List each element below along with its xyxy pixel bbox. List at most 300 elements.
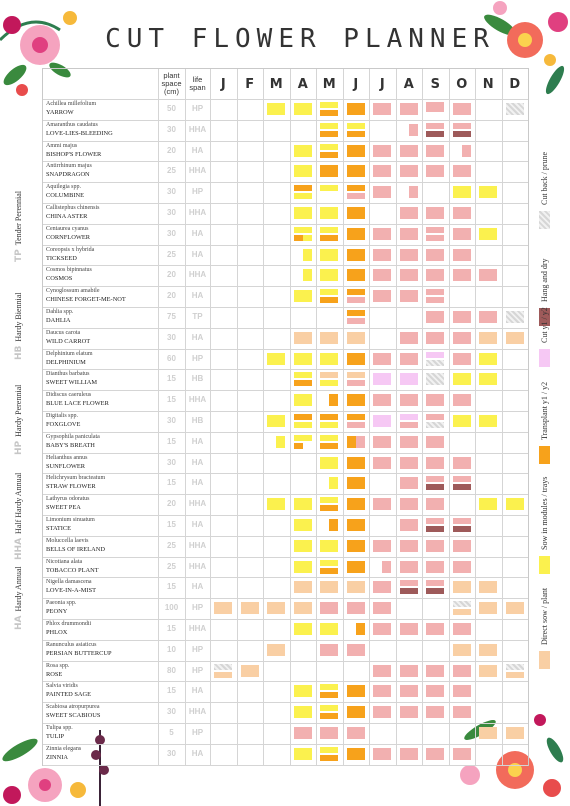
schedule-cut-mark <box>400 561 418 573</box>
schedule-cut-mark <box>453 457 471 469</box>
plant-latin-name: Coreopsis x hybrida <box>46 246 95 253</box>
schedule-sow-direct-mark <box>214 602 232 614</box>
plant-common-name: PERSIAN BUTTERCUP <box>46 649 112 657</box>
schedule-sow-modules-mark <box>294 706 312 718</box>
schedule-transplant-mark <box>347 185 365 191</box>
legend-label: Transplant y1 / y2 <box>540 381 549 440</box>
schedule-sow-direct-mark <box>294 602 312 614</box>
plant-common-name: ZINNIA <box>46 753 69 761</box>
schedule-sow-direct-mark <box>294 581 312 593</box>
plant-lifespan-code: HHA <box>188 540 207 550</box>
table-row <box>43 744 528 765</box>
table-row <box>43 640 528 661</box>
schedule-cut-mark <box>453 228 471 240</box>
plant-common-name: ROSE <box>46 670 63 678</box>
schedule-cut-mark <box>373 540 391 552</box>
plant-lifespan-code: HA <box>191 332 204 342</box>
schedule-cut-mark <box>453 103 471 115</box>
schedule-transplant-mark <box>320 505 338 511</box>
table-row <box>43 328 528 349</box>
schedule-sow-modules-mark <box>320 560 338 566</box>
plant-common-name: PAINTED SAGE <box>46 691 92 699</box>
schedule-transplant-mark <box>347 145 365 157</box>
schedule-cut-mark <box>400 498 418 510</box>
schedule-cut-mark <box>453 394 471 406</box>
plant-latin-name: Delphinium elatum <box>46 350 93 357</box>
plant-common-name: SUNFLOWER <box>46 462 86 470</box>
schedule-sow-direct-mark <box>479 602 497 614</box>
plant-space-value: 30 <box>167 228 176 238</box>
plant-lifespan-code: HA <box>191 249 204 259</box>
plant-lifespan-code: HHA <box>188 624 207 633</box>
plant-common-name: PEONY <box>46 608 68 616</box>
schedule-cut-mark <box>400 477 418 489</box>
plant-space-value: 75 <box>167 312 176 321</box>
schedule-sow-modules-mark <box>320 249 338 261</box>
plant-latin-name: Helichrysum bracteatum <box>46 475 106 482</box>
schedule-cut-mark <box>373 498 391 510</box>
schedule-cut-mark <box>373 457 391 469</box>
plant-space-value: 15 <box>167 582 176 592</box>
schedule-cut-mark <box>373 394 391 406</box>
schedule-sow-modules-mark <box>267 415 285 427</box>
schedule-transplant-mark <box>347 207 365 219</box>
schedule-transplant-mark <box>320 414 338 420</box>
legend-label: Sow in modules / trays <box>540 476 549 550</box>
schedule-transplant-mark <box>294 443 303 449</box>
table-row <box>43 99 528 120</box>
schedule-cut-mark <box>400 540 418 552</box>
schedule-transplant-mark <box>294 414 312 420</box>
schedule-hang-mark <box>426 526 444 532</box>
schedule-cut-mark <box>479 311 497 323</box>
schedule-cut-mark <box>426 394 444 406</box>
lifespan-label: Hardy Biennial <box>14 292 23 342</box>
plant-common-name: CHINESE FORGET-ME-NOT <box>46 296 126 304</box>
month-header: A <box>297 76 308 92</box>
plant-space-value: 20 <box>167 270 176 280</box>
schedule-sow-modules-mark <box>294 145 312 157</box>
schedule-sow-modules-mark <box>267 103 285 115</box>
plant-common-name: YARROW <box>46 109 74 116</box>
schedule-sow-modules-mark <box>329 477 338 489</box>
schedule-sow-direct-mark <box>267 644 285 656</box>
table-row <box>43 494 528 515</box>
schedule-sow-direct-mark <box>214 672 232 678</box>
lifespan-key-item <box>14 191 24 262</box>
plant-space-value: 30 <box>167 208 176 217</box>
schedule-cut-mark <box>426 123 444 129</box>
plant-space-value: 30 <box>167 748 176 758</box>
legend-swatch <box>539 211 550 229</box>
schedule-prune-mark <box>426 422 444 428</box>
legend-swatch <box>539 349 550 367</box>
schedule-cut-light-mark <box>373 373 391 385</box>
plant-lifespan-code: HP <box>191 104 204 113</box>
schedule-cut-mark <box>400 706 418 718</box>
schedule-sow-modules-mark <box>294 561 312 573</box>
schedule-cut-mark <box>453 249 471 261</box>
schedule-sow-modules-mark <box>320 227 338 233</box>
schedule-cut-mark <box>373 103 391 115</box>
schedule-transplant-mark <box>347 249 365 261</box>
plant-latin-name: Centaurea cyanus <box>46 225 89 232</box>
schedule-sow-modules-mark <box>294 207 312 219</box>
plant-space-value: 25 <box>167 561 176 571</box>
schedule-sow-direct-mark <box>506 332 524 344</box>
plant-latin-name: Callistephus chinensis <box>46 205 100 211</box>
schedule-sow-modules-mark <box>320 705 338 711</box>
table-row <box>43 723 528 744</box>
table-row <box>43 265 528 286</box>
lifespan-label: Hardy Annual <box>14 566 23 612</box>
schedule-transplant-mark <box>320 568 338 574</box>
schedule-cut-mark <box>426 297 444 303</box>
legend-swatch <box>539 651 550 669</box>
schedule-transplant-mark <box>320 165 338 177</box>
month-header: J <box>220 76 226 92</box>
table-row <box>43 411 528 432</box>
plant-common-name: BISHOP'S FLOWER <box>46 150 102 158</box>
plant-space-value: 100 <box>164 603 179 613</box>
schedule-cut-mark <box>426 623 444 635</box>
schedule-cut-mark <box>373 665 391 677</box>
schedule-cut-mark <box>453 269 471 281</box>
schedule-cut-mark <box>320 644 338 656</box>
plant-lifespan-code: HA <box>191 582 204 592</box>
schedule-cut-mark <box>347 380 365 386</box>
schedule-cut-mark <box>479 269 497 281</box>
schedule-cut-mark <box>347 644 365 656</box>
table-row <box>43 141 528 162</box>
schedule-sow-modules-mark <box>320 185 338 191</box>
schedule-cut-mark <box>453 665 471 677</box>
schedule-cut-mark <box>426 665 444 677</box>
month-header: S <box>430 76 440 92</box>
lifespan-key-item <box>14 473 24 560</box>
schedule-transplant-mark <box>320 297 338 303</box>
schedule-cut-mark <box>294 727 312 739</box>
schedule-sow-modules-mark <box>294 422 312 428</box>
plant-lifespan-code: HA <box>191 686 204 696</box>
plant-space-value: 30 <box>167 457 176 467</box>
schedule-sow-modules-mark <box>294 372 312 378</box>
schedule-transplant-mark <box>347 706 365 718</box>
legend-swatch <box>539 446 550 464</box>
schedule-cut-mark <box>426 580 444 586</box>
schedule-cut-mark <box>409 186 418 198</box>
schedule-cut-mark <box>382 561 391 573</box>
table-row <box>43 453 528 474</box>
legend-label: Cut y1 / y2 <box>540 307 549 343</box>
schedule-cut-mark <box>426 518 444 524</box>
plant-space-value: 25 <box>167 249 176 259</box>
schedule-cut-mark <box>453 748 471 760</box>
plant-space-value: 80 <box>167 665 176 675</box>
schedule-cut-mark <box>426 269 444 281</box>
schedule-sow-modules-mark <box>303 249 312 261</box>
plant-space-value: 60 <box>167 353 176 363</box>
schedule-cut-mark <box>426 498 444 510</box>
schedule-sow-modules-mark <box>294 519 312 531</box>
schedule-cut-mark <box>453 311 471 323</box>
schedule-cut-mark <box>373 581 391 593</box>
plant-space-value: 5 <box>169 728 174 737</box>
schedule-transplant-mark <box>347 289 365 295</box>
schedule-hang-mark <box>426 484 444 490</box>
plant-space-value: 10 <box>167 644 176 654</box>
schedule-cut-mark <box>400 165 418 177</box>
schedule-sow-modules-mark <box>320 435 338 441</box>
plant-space-value: 25 <box>167 166 176 176</box>
plant-latin-name: Salvia viridis <box>46 683 78 690</box>
table-row <box>43 619 528 640</box>
plant-latin-name: Rosa spp. <box>46 662 70 669</box>
planner-table <box>42 68 529 766</box>
plant-latin-name: Cynoglossum amabile <box>46 288 100 295</box>
schedule-transplant-mark <box>294 380 312 386</box>
schedule-sow-modules-mark <box>294 165 312 177</box>
plant-latin-name: Ammi majus <box>46 142 78 149</box>
schedule-cut-mark <box>453 353 471 365</box>
plant-common-name: LOVE-IN-A-MIST <box>46 587 97 595</box>
lifespan-label: Tender Perennial <box>14 190 23 246</box>
schedule-cut-mark <box>373 228 391 240</box>
schedule-transplant-mark <box>320 131 338 137</box>
schedule-cut-mark <box>373 706 391 718</box>
schedule-transplant-mark <box>347 519 365 531</box>
plant-space-value: 20 <box>167 291 176 301</box>
schedule-sow-modules-mark <box>294 193 312 199</box>
plant-common-name: TULIP <box>46 733 65 740</box>
plant-common-name: DAHLIA <box>46 317 71 324</box>
schedule-sow-direct-mark <box>320 581 338 593</box>
schedule-cut-mark <box>453 540 471 552</box>
lifespan-key-item <box>14 385 24 455</box>
plant-space-value: 15 <box>167 374 176 384</box>
schedule-hang-mark <box>453 526 471 532</box>
schedule-sow-modules-mark <box>320 540 338 552</box>
plant-lifespan-code: HHA <box>188 124 207 134</box>
plant-lifespan-code: HP <box>191 665 204 675</box>
plant-lifespan-code: HHA <box>188 395 207 405</box>
plant-latin-name: Tulipa spp. <box>46 725 73 731</box>
plant-common-name: LOVE-LIES-BLEEDING <box>46 129 113 137</box>
schedule-hang-mark <box>453 131 471 137</box>
plant-lifespan-code: HA <box>191 436 204 446</box>
table-row <box>43 473 528 494</box>
plant-lifespan-code: HA <box>191 748 204 758</box>
schedule-cut-mark <box>347 602 365 614</box>
schedule-cut-mark <box>426 289 444 295</box>
plant-common-name: WILD CARROT <box>46 337 91 345</box>
table-row <box>43 203 528 224</box>
plant-space-value: 30 <box>167 332 176 342</box>
schedule-cut-light-mark <box>426 352 444 358</box>
schedule-cut-mark <box>373 145 391 157</box>
schedule-sow-modules-mark <box>320 144 338 150</box>
schedule-transplant-mark <box>347 414 365 420</box>
schedule-transplant-mark <box>347 165 365 177</box>
table-row <box>43 577 528 598</box>
schedule-cut-light-mark <box>373 415 391 427</box>
schedule-cut-mark <box>400 228 418 240</box>
lifespan-column-header: life span <box>189 75 206 92</box>
schedule-sow-modules-mark <box>453 415 471 427</box>
schedule-sow-direct-mark <box>320 332 338 344</box>
schedule-sow-direct-mark <box>241 602 259 614</box>
schedule-cut-mark <box>320 602 338 614</box>
schedule-cut-mark <box>373 623 391 635</box>
schedule-cut-light-mark <box>400 414 418 420</box>
schedule-cut-mark <box>453 123 471 129</box>
lifespan-code: HA <box>14 615 24 630</box>
schedule-transplant-mark <box>347 269 365 281</box>
table-row <box>43 120 528 141</box>
schedule-cut-mark <box>373 353 391 365</box>
schedule-cut-mark <box>426 207 444 219</box>
plant-common-name: CHINA ASTER <box>46 213 88 220</box>
month-header: M <box>322 76 336 92</box>
plant-lifespan-code: HP <box>191 728 204 737</box>
plant-latin-name: Antirrhinum majus <box>46 163 92 170</box>
schedule-cut-mark <box>426 249 444 261</box>
plant-latin-name: Nigella damascena <box>46 579 92 586</box>
legend-swatch <box>539 556 550 574</box>
page-title: CUT FLOWER PLANNER <box>105 24 495 54</box>
schedule-prune-mark <box>506 664 524 670</box>
month-header: F <box>245 76 255 92</box>
lifespan-code: TP <box>14 249 24 262</box>
plant-latin-name: Lathyrus odoratus <box>46 496 90 503</box>
schedule-cut-mark <box>426 561 444 573</box>
schedule-sow-modules-mark <box>303 269 312 281</box>
schedule-cut-mark <box>373 436 391 448</box>
space-column-header: plant space (cm) <box>161 71 182 96</box>
schedule-cut-mark <box>409 124 418 136</box>
schedule-transplant-mark <box>320 713 338 719</box>
schedule-cut-mark <box>453 706 471 718</box>
schedule-transplant-mark <box>320 235 338 241</box>
schedule-prune-mark <box>506 103 524 115</box>
plant-lifespan-code: HHA <box>188 561 207 571</box>
schedule-sow-modules-mark <box>479 415 497 427</box>
schedule-sow-modules-mark <box>320 747 338 753</box>
schedule-cut-mark <box>426 457 444 469</box>
table-row <box>43 536 528 557</box>
month-header: A <box>403 76 414 92</box>
schedule-cut-mark <box>453 332 471 344</box>
schedule-hang-mark <box>426 131 444 137</box>
schedule-cut-mark <box>426 748 444 760</box>
plant-space-value: 15 <box>167 395 176 405</box>
schedule-sow-direct-mark <box>347 581 365 593</box>
plant-lifespan-code: HP <box>191 353 204 363</box>
schedule-cut-mark <box>320 727 338 739</box>
plant-latin-name: Aquilegia spp. <box>46 184 81 191</box>
plant-common-name: COLUMBINE <box>46 192 84 200</box>
plant-space-value: 15 <box>167 686 176 696</box>
schedule-hang-mark <box>453 484 471 490</box>
schedule-cut-mark <box>373 685 391 697</box>
schedule-prune-mark <box>453 601 471 607</box>
plant-space-value: 30 <box>167 707 176 717</box>
schedule-sow-modules-mark <box>479 498 497 510</box>
schedule-transplant-mark <box>347 103 365 115</box>
schedule-sow-modules-mark <box>320 684 338 690</box>
plant-space-value: 15 <box>167 436 176 446</box>
schedule-sow-modules-mark <box>294 103 312 115</box>
plant-common-name: TICKSEED <box>46 254 77 262</box>
schedule-cut-mark <box>400 249 418 261</box>
schedule-cut-mark <box>453 518 471 524</box>
schedule-sow-modules-mark <box>453 186 471 198</box>
plant-latin-name: Moluccella laevis <box>46 537 89 544</box>
schedule-cut-light-mark <box>400 373 418 385</box>
schedule-sow-modules-mark <box>320 623 338 635</box>
schedule-transplant-mark <box>347 228 365 240</box>
schedule-cut-mark <box>426 108 444 112</box>
schedule-cut-mark <box>426 165 444 177</box>
schedule-cut-mark <box>400 436 418 448</box>
schedule-transplant-mark <box>347 498 365 510</box>
schedule-sow-modules-mark <box>294 623 312 635</box>
schedule-transplant-mark <box>329 394 338 406</box>
schedule-cut-mark <box>426 540 444 552</box>
row-divider <box>43 765 528 766</box>
schedule-sow-direct-mark <box>294 332 312 344</box>
schedule-transplant-mark <box>347 477 365 489</box>
plant-latin-name: Digitalis spp. <box>46 413 79 419</box>
schedule-cut-mark <box>373 186 391 198</box>
schedule-cut-mark <box>426 332 444 344</box>
schedule-sow-modules-mark <box>506 498 524 510</box>
schedule-cut-mark <box>400 290 418 302</box>
schedule-prune-mark <box>426 373 444 385</box>
schedule-transplant-mark <box>347 748 365 760</box>
table-row <box>43 161 528 182</box>
plant-common-name: CORNFLOWER <box>46 233 91 241</box>
plant-lifespan-code: HB <box>191 374 204 384</box>
plant-common-name: TOBACCO PLANT <box>46 566 99 574</box>
schedule-transplant-mark <box>320 692 338 698</box>
schedule-sow-modules-mark <box>320 123 338 129</box>
schedule-sow-modules-mark <box>347 123 365 129</box>
plant-space-value: 30 <box>167 124 176 134</box>
schedule-sow-modules-mark <box>267 498 285 510</box>
plant-lifespan-code: HHA <box>188 270 207 280</box>
plant-latin-name: Cosmos bipinnatus <box>46 267 92 274</box>
schedule-cut-mark <box>400 665 418 677</box>
plant-common-name: PHLOX <box>46 629 68 636</box>
table-row <box>43 557 528 578</box>
schedule-hang-mark <box>400 588 418 594</box>
plant-space-value: 15 <box>167 624 176 633</box>
lifespan-code: HP <box>14 440 24 455</box>
plant-lifespan-code: HHA <box>188 499 207 509</box>
plant-latin-name: Didiscus caeruleus <box>46 392 92 399</box>
schedule-cut-mark <box>347 727 365 739</box>
schedule-cut-mark <box>400 748 418 760</box>
plant-lifespan-code: HA <box>191 291 204 301</box>
table-row <box>43 598 528 619</box>
plant-space-value: 25 <box>167 540 176 550</box>
table-row <box>43 515 528 536</box>
schedule-cut-mark <box>400 623 418 635</box>
lifespan-key-item <box>14 292 24 360</box>
schedule-transplant-mark <box>356 623 365 635</box>
table-row <box>43 661 528 682</box>
